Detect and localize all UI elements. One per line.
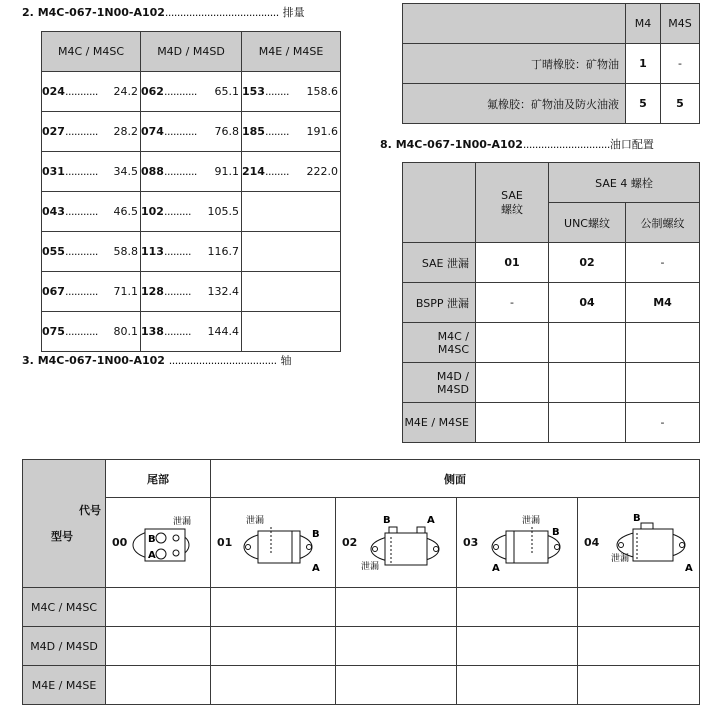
table-cell (211, 666, 336, 705)
table-cell (106, 588, 211, 627)
svg-text:A: A (148, 549, 157, 561)
svg-text:A: A (427, 514, 436, 526)
side-port-icon (482, 513, 572, 573)
table-cell (457, 588, 578, 627)
table-row (42, 312, 341, 352)
table-cell (549, 323, 626, 363)
svg-text:A: A (312, 562, 321, 574)
table-cell (211, 588, 336, 627)
svg-text:B: B (383, 514, 391, 526)
svg-text:B: B (148, 533, 156, 545)
table-cell: - (661, 44, 700, 84)
svg-text:泄漏: 泄漏 (522, 515, 541, 526)
sae-thread-header: SAE 螺纹 (476, 163, 549, 243)
tail-port-icon (131, 513, 203, 573)
table-cell: M4E / M4SE (403, 403, 476, 443)
table-row (42, 72, 341, 112)
col-header-m4d: M4D / M4SD (141, 32, 242, 72)
table-cell (549, 363, 626, 403)
table-cell: M4D / M4SD (403, 363, 476, 403)
table-row (403, 84, 700, 124)
table-cell: M4D / M4SD (23, 627, 106, 666)
svg-text:泄漏: 泄漏 (361, 561, 380, 572)
table-cell (211, 627, 336, 666)
table-cell: 02 (549, 243, 626, 283)
table-cell: 102 ......... 105.5 (141, 192, 242, 232)
table-row (23, 627, 700, 666)
table-cell (476, 323, 549, 363)
table-row (403, 243, 700, 283)
table-row (42, 192, 341, 232)
table-cell: 031 ........... 34.5 (42, 152, 141, 192)
col-header-m4e: M4E / M4SE (242, 32, 341, 72)
table-row (403, 44, 700, 84)
table-cell: - (626, 403, 700, 443)
table-cell (578, 666, 700, 705)
side-port-icon (361, 513, 451, 573)
table-cell (476, 363, 549, 403)
col-header-m4s: M4S (661, 4, 700, 44)
diagram-04: 04 B A 泄漏 (578, 498, 700, 588)
table-cell (336, 588, 457, 627)
table-cell: 067 ........... 71.1 (42, 272, 141, 312)
table-row (403, 363, 700, 403)
table-cell: - (476, 283, 549, 323)
mounting-table (22, 459, 700, 705)
table-cell (336, 627, 457, 666)
svg-text:B: B (312, 528, 320, 540)
table-cell: 5 (661, 84, 700, 124)
table-cell: 043 ........... 46.5 (42, 192, 141, 232)
table-row (42, 152, 341, 192)
table-row (403, 283, 700, 323)
table-cell (549, 403, 626, 443)
table-cell (242, 232, 341, 272)
table-row (403, 403, 700, 443)
table-cell: 04 (549, 283, 626, 323)
svg-text:A: A (492, 562, 501, 574)
section8-title: 8. M4C-067-1N00-A102.............................油口配置 (380, 138, 654, 151)
table-cell: 113 ......... 116.7 (141, 232, 242, 272)
section2-title: 2. M4C-067-1N00-A102...................................... 排量 (22, 6, 305, 19)
table-cell (626, 363, 700, 403)
table-cell (106, 666, 211, 705)
tail-header: 尾部 (106, 460, 211, 498)
svg-text:泄漏: 泄漏 (173, 516, 192, 527)
table-cell: 丁晴橡胶：矿物油 (403, 44, 626, 84)
side-header: 侧面 (211, 460, 700, 498)
table-cell (626, 323, 700, 363)
table-cell: 138 ......... 144.4 (141, 312, 242, 352)
table-cell (106, 627, 211, 666)
diagram-03: 03 泄漏 B A (457, 498, 578, 588)
table-row (42, 272, 341, 312)
diagram-00: 00 B A 泄漏 (106, 498, 211, 588)
svg-text:泄漏: 泄漏 (246, 515, 265, 526)
table-cell (242, 272, 341, 312)
displacement-table (41, 31, 341, 352)
table-cell: 128 ......... 132.4 (141, 272, 242, 312)
table-cell: BSPP 泄漏 (403, 283, 476, 323)
table-cell: - (626, 243, 700, 283)
table-cell: 氟橡胶：矿物油及防火油液 (403, 84, 626, 124)
table-cell (578, 627, 700, 666)
table-cell: 5 (626, 84, 661, 124)
table-cell (457, 666, 578, 705)
table-cell: M4C / M4SC (403, 323, 476, 363)
sae4-bolt-header: SAE 4 螺栓 (549, 163, 700, 203)
port-table (402, 162, 700, 443)
col-header-m4: M4 (626, 4, 661, 44)
table-cell: 153 ........ 158.6 (242, 72, 341, 112)
table-cell: 088 ........... 91.1 (141, 152, 242, 192)
table-cell (457, 627, 578, 666)
table-cell (336, 666, 457, 705)
table-cell: SAE 泄漏 (403, 243, 476, 283)
seal-table (402, 3, 700, 124)
table-cell (242, 312, 341, 352)
table-row (23, 588, 700, 627)
diagram-01: 01 泄漏 B A (211, 498, 336, 588)
code-model-header: 代号 型号 (23, 460, 106, 588)
side-port-icon (603, 513, 695, 573)
table-cell: 024 ........... 24.2 (42, 72, 141, 112)
table-cell (242, 192, 341, 232)
table-row (23, 666, 700, 705)
seal-corner (403, 4, 626, 44)
table-cell (476, 403, 549, 443)
section3-title: 3. M4C-067-1N00-A102 .................................... 轴 (22, 354, 292, 367)
side-port-icon (236, 513, 326, 573)
unc-thread-header: UNC螺纹 (549, 203, 626, 243)
table-cell: 027 ........... 28.2 (42, 112, 141, 152)
table-cell: 214 ........ 222.0 (242, 152, 341, 192)
diagram-02: 02 B A 泄漏 (336, 498, 457, 588)
table-cell: 075 ........... 80.1 (42, 312, 141, 352)
table-row (403, 323, 700, 363)
svg-text:B: B (552, 526, 560, 538)
table-cell: 01 (476, 243, 549, 283)
table-cell: 185 ........ 191.6 (242, 112, 341, 152)
port-corner (403, 163, 476, 243)
table-cell: M4C / M4SC (23, 588, 106, 627)
table-row (42, 232, 341, 272)
col-header-m4c: M4C / M4SC (42, 32, 141, 72)
table-cell: 074 ........... 76.8 (141, 112, 242, 152)
svg-text:A: A (685, 562, 694, 574)
table-cell: 062 ........... 65.1 (141, 72, 242, 112)
table-cell: 1 (626, 44, 661, 84)
table-cell (578, 588, 700, 627)
metric-thread-header: 公制螺纹 (626, 203, 700, 243)
table-row (42, 112, 341, 152)
table-cell: M4E / M4SE (23, 666, 106, 705)
table-cell: 055 ........... 58.8 (42, 232, 141, 272)
svg-text:泄漏: 泄漏 (611, 553, 630, 564)
table-cell: M4 (626, 283, 700, 323)
svg-text:B: B (633, 512, 641, 524)
